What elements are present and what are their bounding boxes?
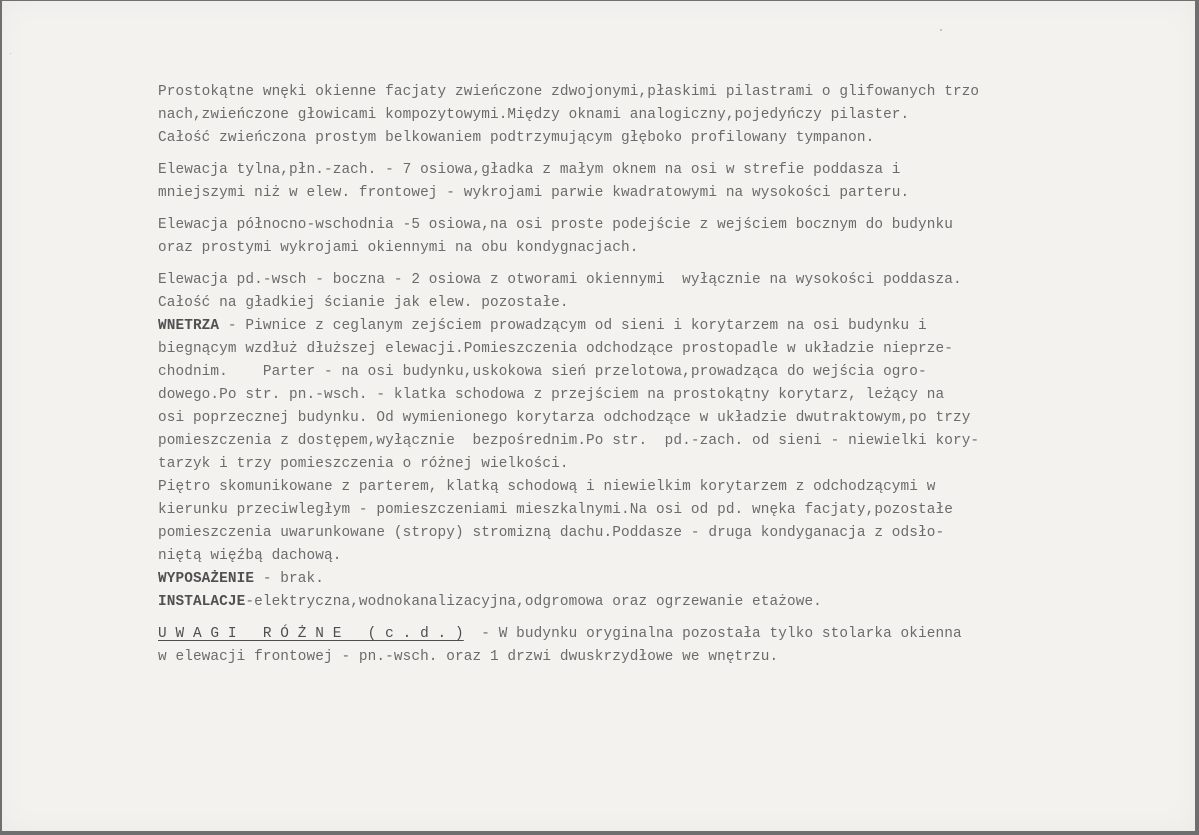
text-line: pomieszczenia uwarunkowane (stropy) stromizną dachu.Poddasze - druga kondyganacja z odsło- <box>158 525 945 541</box>
text-line <box>158 623 1168 646</box>
text-run: - Piwnice z ceglanym zejściem prowadzącym od sieni i korytarzem na osi budynku i <box>219 318 927 334</box>
paragraph-facade-windows <box>158 81 1168 150</box>
text-line: w elewacji frontowej - pn.-wsch. oraz 1 drzwi dwuskrzydłowe we wnętrzu. <box>158 649 779 665</box>
text-line: Elewacja pd.-wsch - boczna - 2 osiowa z otworami okiennymi wyłącznie na wysokości poddasza. <box>158 272 962 288</box>
section-heading-equipment: WYPOSAŻENIE <box>158 571 255 587</box>
paragraph-southeast-elevation <box>158 269 1168 315</box>
text-run: - brak. <box>254 571 324 587</box>
paper-speck <box>10 53 11 54</box>
text-line <box>158 315 1168 338</box>
text-run: - W budynku oryginalna pozostała tylko stolarka okienna <box>463 626 962 642</box>
text-line <box>158 591 1168 614</box>
paragraph-rear-elevation <box>158 159 1168 205</box>
text-line: Całość zwieńczona prostym belkowaniem podtrzymującym głęboko profilowany tympanon. <box>158 130 875 146</box>
text-line: osi poprzecznej budynku. Od wymienionego korytarza odchodzące w układzie dwutraktowym,po trzy <box>158 410 971 426</box>
text-line: Elewacja tylna,płn.-zach. - 7 osiowa,gładka z małym oknem na osi w strefie poddasza i <box>158 162 901 178</box>
paragraph-interiors <box>158 315 1168 568</box>
paragraph-equipment <box>158 568 1168 591</box>
text-line: mniejszymi niż w elew. frontowej - wykrojami parwie kwadratowymi na wysokości parteru. <box>158 185 910 201</box>
paragraph-remarks <box>158 623 1168 669</box>
text-line: niętą więźbą dachową. <box>158 548 342 564</box>
text-line: Piętro skomunikowane z parterem, klatką schodową i niewielkim korytarzem z odchodzącymi w <box>158 479 936 495</box>
section-heading-installations: INSTALACJE <box>158 594 246 610</box>
text-run: -elektryczna,wodnokanalizacyjna,odgromowa oraz ogrzewanie etażowe. <box>245 594 822 610</box>
text-line: nach,zwieńczone głowicami kompozytowymi.Między oknami analogiczny,pojedyńczy pilaster. <box>158 107 910 123</box>
text-line: Całość na gładkiej ścianie jak elew. pozostałe. <box>158 295 569 311</box>
section-heading-interiors: WNETRZA <box>158 318 220 334</box>
text-line: Elewacja północno-wschodnia -5 osiowa,na osi proste podejście z wejściem bocznym do budynku <box>158 217 953 233</box>
text-line: tarzyk i trzy pomieszczenia o różnej wielkości. <box>158 456 569 472</box>
paper-speck <box>940 29 942 31</box>
text-line: biegnącym wzdłuż dłuższej elewacji.Pomieszczenia odchodzące prostopadle w układzie nieprze- <box>158 341 953 357</box>
text-line: kierunku przeciwległym - pomieszczeniami mieszkalnymi.Na osi od pd. wnęka facjaty,pozostałe <box>158 502 953 518</box>
text-line: chodnim. Parter - na osi budynku,uskokowa sień przelotowa,prowadząca do wejścia ogro- <box>158 364 927 380</box>
text-line: Prostokątne wnęki okienne facjaty zwieńczone zdwojonymi,płaskimi pilastrami o glifowanych trzo <box>158 84 980 100</box>
paragraph-northeast-elevation <box>158 214 1168 260</box>
text-line <box>158 568 1168 591</box>
section-heading-remarks: U W A G I R Ó Ż N E ( c . d . ) <box>158 626 464 642</box>
text-line: dowego.Po str. pn.-wsch. - klatka schodowa z przejściem na prostokątny korytarz, leżący na <box>158 387 945 403</box>
typewritten-text <box>158 81 1168 669</box>
text-line: oraz prostymi wykrojami okiennymi na obu kondygnacjach. <box>158 240 639 256</box>
paragraph-installations <box>158 591 1168 614</box>
text-line: pomieszczenia z dostępem,wyłącznie bezpośrednim.Po str. pd.-zach. od sieni - niewielki kory- <box>158 433 980 449</box>
archival-card <box>2 1 1195 831</box>
